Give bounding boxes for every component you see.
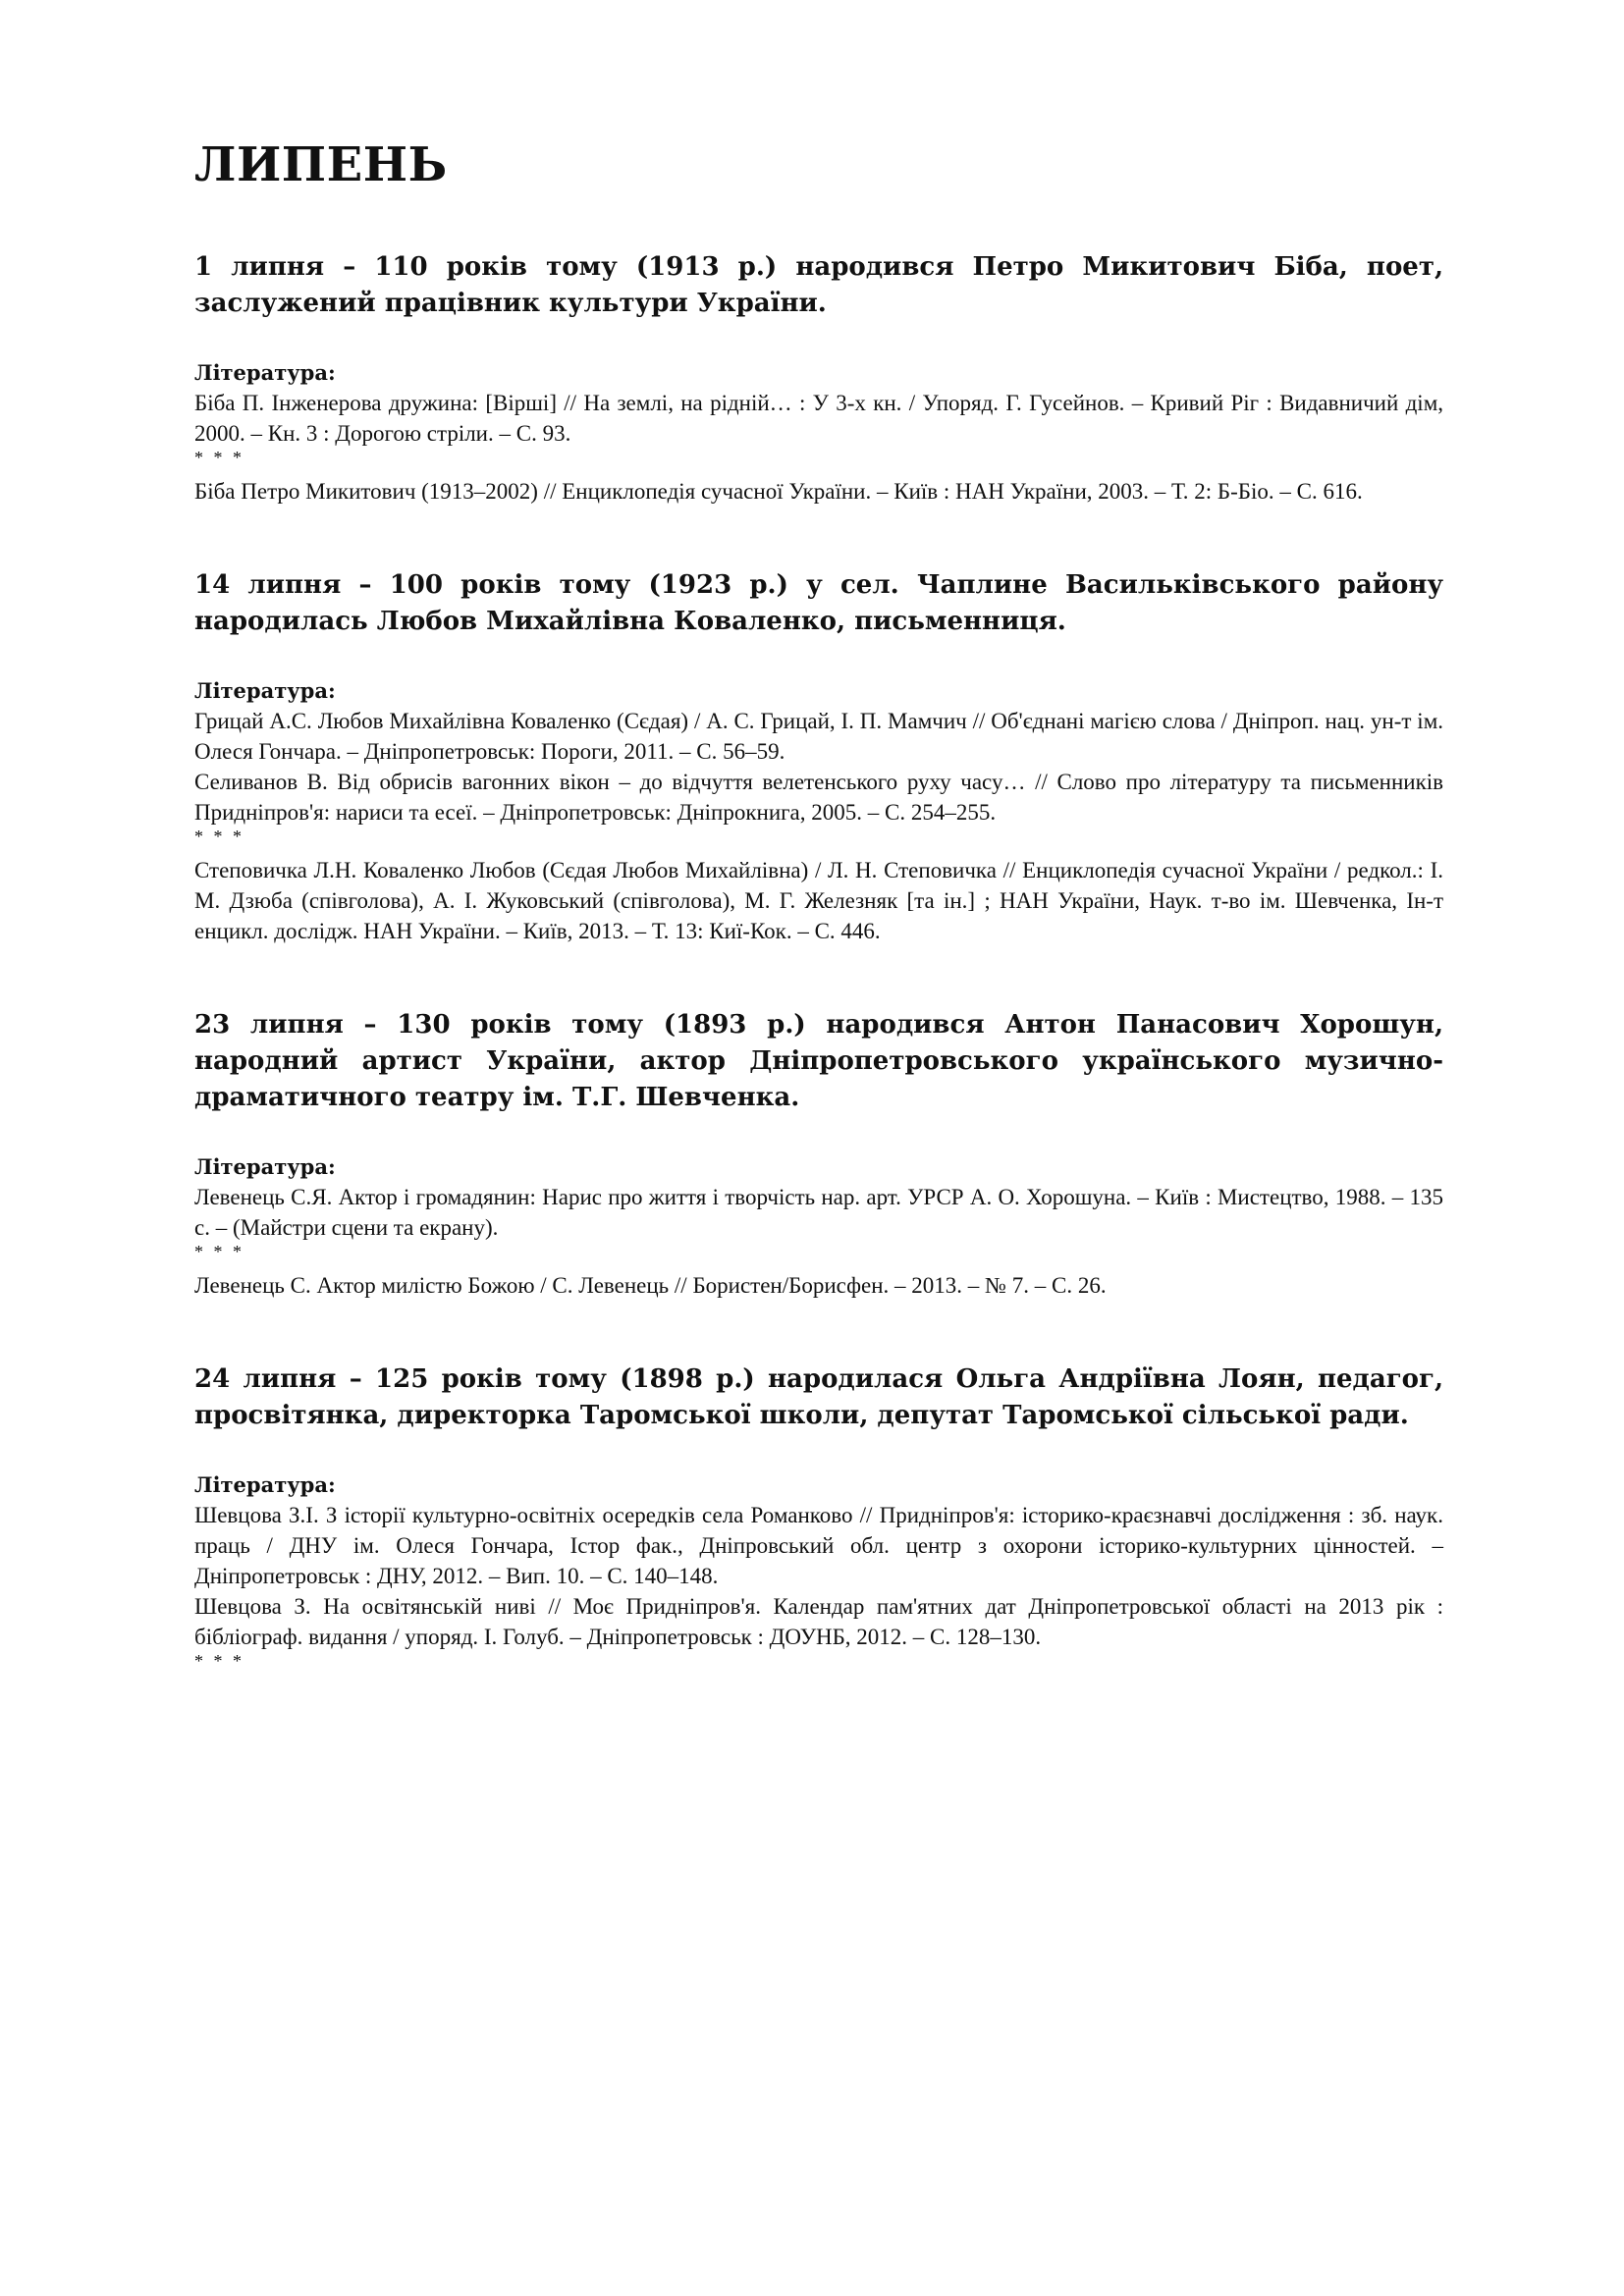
reference-separator: * * * <box>194 448 244 467</box>
literature-label: Література: <box>194 1472 336 1497</box>
reference-separator: * * * <box>194 827 244 846</box>
literature-label: Література: <box>194 678 336 703</box>
entry-heading: 23 липня – 130 років тому (1893 р.) народився Антон Панасович Хорошун, народний артист України, актор Дніпропетровського українського музично-драматичного театру ім. Т.Г. Шевченка. <box>194 1010 1443 1112</box>
entry-heading: 24 липня – 125 років тому (1898 р.) народилася Ольга Андріївна Лоян, педагог, просвітянка, директорка Таромської школи, депутат Таромської сільської ради. <box>194 1364 1443 1430</box>
reference-item: Селиванов В. Від обрисів вагонних вікон – до відчуття велетенського руху часу… // Слово про літературу та письменників Придніпров'я: нариси та есеї. – Дніпропетровськ: Дніпрокнига, 2005. – С. 254–255. <box>194 770 1443 825</box>
page-title: ЛИПЕНЬ <box>194 137 448 192</box>
reference-separator: * * * <box>194 1242 244 1261</box>
reference-item: Шевцова З.І. З історії культурно-освітніх осередків села Романково // Придніпров'я: історико-краєзнавчі дослідження : зб. наук. праць / ДНУ ім. Олеся Гончара, Істор фак., Дніпровський обл. центр з охорони історико-культурних цінностей. – Дніпропетровськ : ДНУ, 2012. – Вип. 10. – С. 140–148. <box>194 1503 1443 1588</box>
reference-item: Шевцова З. На освітянській ниві // Моє Придніпров'я. Календар пам'ятних дат Дніпропетровської області на 2013 рік : бібліограф. видання / упоряд. І. Голуб. – Дніпропетровськ : ДОУНБ, 2012. – С. 128–130. <box>194 1594 1443 1649</box>
reference-item: Левенець С. Актор милістю Божою / С. Левенець // Бористен/Борисфен. – 2013. – № 7. – С. 26. <box>194 1273 1107 1298</box>
calendar-entry <box>194 1362 1443 1670</box>
literature-label: Література: <box>194 1154 336 1179</box>
literature-label: Література: <box>194 360 336 385</box>
calendar-entry <box>194 249 1443 507</box>
document-page <box>194 137 1443 1731</box>
reference-item: Біба Петро Микитович (1913–2002) // Енциклопедія сучасної України. – Київ : НАН України, 2003. – Т. 2: Б-Біо. – С. 616. <box>194 479 1363 504</box>
entry-heading: 1 липня – 110 років тому (1913 р.) народився Петро Микитович Біба, поет, заслужений працівник культури України. <box>194 252 1443 318</box>
reference-item: Грицай А.С. Любов Михайлівна Коваленко (Сєдая) / А. С. Грицай, І. П. Мамчич // Об'єднані магією слова / Дніпроп. нац. ун-т ім. Олеся Гончара. – Дніпропетровськ: Пороги, 2011. – С. 56–59. <box>194 709 1443 764</box>
entry-heading: 14 липня – 100 років тому (1923 р.) у сел. Чаплине Васильківського району народилась Любов Михайлівна Коваленко, письменниця. <box>194 570 1443 636</box>
reference-item: Степовичка Л.Н. Коваленко Любов (Сєдая Любов Михайлівна) / Л. Н. Степовичка // Енциклопедія сучасної України / редкол.: І. М. Дзюба (співголова), А. І. Жуковський (співголова), М. Г. Железняк [та ін.] ; НАН України, Наук. т-во ім. Шевченка, Ін-т енцикл. дослідж. НАН України. – Київ, 2013. – Т. 13: Киї-Кок. – С. 446. <box>194 858 1443 943</box>
calendar-entry <box>194 567 1443 946</box>
reference-item: Левенець С.Я. Актор і громадянин: Нарис про життя і творчість нар. арт. УРСР А. О. Хорошуна. – Київ : Мистецтво, 1988. – 135 с. – (Майстри сцени та екрану). <box>194 1185 1443 1240</box>
calendar-entry <box>194 1007 1443 1301</box>
reference-item: Біба П. Інженерова дружина: [Вірші] // На землі, на рідній… : У 3-х кн. / Упоряд. Г. Гусейнов. – Кривий Ріг : Видавничий дім, 2000. – Кн. 3 : Дорогою стріли. – С. 93. <box>194 391 1443 446</box>
reference-separator: * * * <box>194 1651 244 1671</box>
